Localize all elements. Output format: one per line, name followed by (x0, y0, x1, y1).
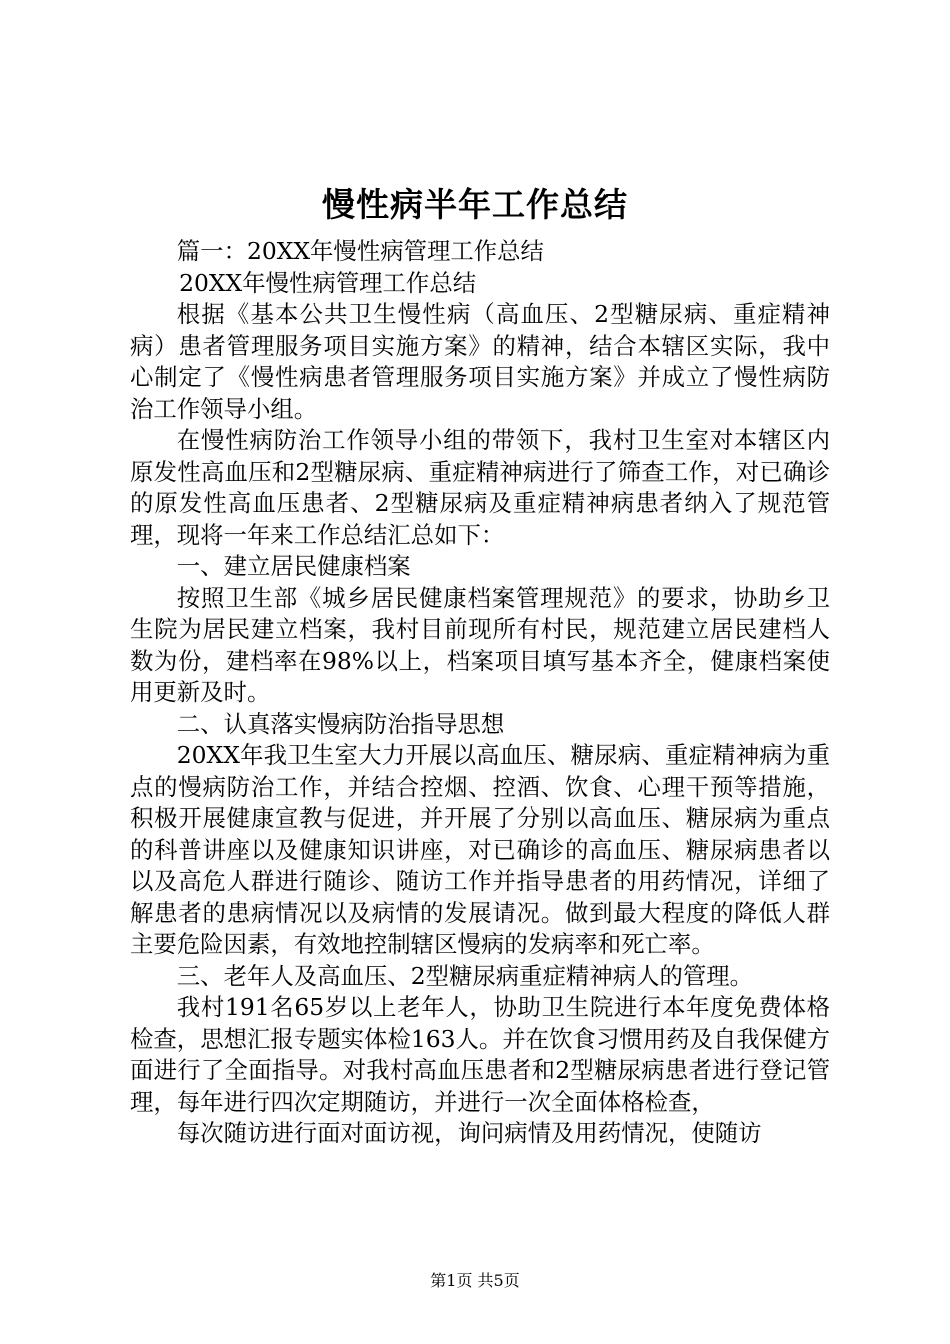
paragraph-prevention-guidance: 20XX年我卫生室大力开展以高血压、糖尿病、重症精神病为重点的慢病防治工作，并结合控烟、控酒、饮食、心理干预等措施，积极开展健康宣教与促进，并开展了分别以高血压、糖尿病为重点的科普讲座以及健康知识讲座，对已确诊的高血压、糖尿病患者以以及高危人群进行随诊、随访工作并指导患者的用药情况，详细了解患者的患病情况以及病情的发展请况。做到最大程度的降低人群主要危险因素，有效地控制辖区慢病的发病率和死亡率。 (130, 741, 830, 958)
heading-patient-management: 三、老年人及高血压、2型糖尿病重症精神病人的管理。 (176, 961, 754, 990)
paragraph-followup: 每次随访进行面对面访视，询问病情及用药情况，使随访 (176, 1119, 762, 1147)
document-body (130, 236, 830, 1150)
heading-prevention-guidance: 二、认真落实慢病防治指导思想 (176, 709, 505, 738)
document-title: 慢性病半年工作总结 (322, 185, 628, 224)
paragraph-health-records: 按照卫生部《城乡居民健康档案管理规范》的要求，协助乡卫生院为居民建立档案，我村目前现所有村民，规范建立居民建档人数为份，建档率在98%以上，档案项目填写基本齐全，健康档案使用更新及时。 (130, 583, 830, 706)
paragraph-patient-management: 我村191名65岁以上老年人，协助卫生院进行本年度免费体格检查，思想汇报专题实体检163人。并在饮食习惯用药及自我保健方面进行了全面指导。对我村高血压患者和2型糖尿病患者进行登记管理，每年进行四次定期随访，并进行一次全面体格检查， (130, 993, 830, 1116)
page-footer: 第1页 共5页 (430, 1271, 520, 1290)
section-heading-part-one: 篇一：20XX年慢性病管理工作总结 (176, 237, 544, 265)
heading-health-records: 一、建立居民健康档案 (176, 552, 411, 580)
section-subtitle: 20XX年慢性病管理工作总结 (179, 268, 477, 297)
paragraph-intro: 根据《基本公共卫生慢性病（高血压、2型糖尿病、重症精神病）患者管理服务项目实施方案》的精神，结合本辖区实际，我中心制定了《慢性病患者管理服务项目实施方案》并成立了慢性病防治工作领导小组。 (130, 300, 830, 423)
paragraph-overview: 在慢性病防治工作领导小组的带领下，我村卫生室对本辖区内原发性高血压和2型糖尿病、重症精神病进行了筛查工作，对已确诊的原发性高血压患者、2型糖尿病及重症精神病患者纳入了规范管理，现将一年来工作总结汇总如下： (130, 426, 830, 549)
